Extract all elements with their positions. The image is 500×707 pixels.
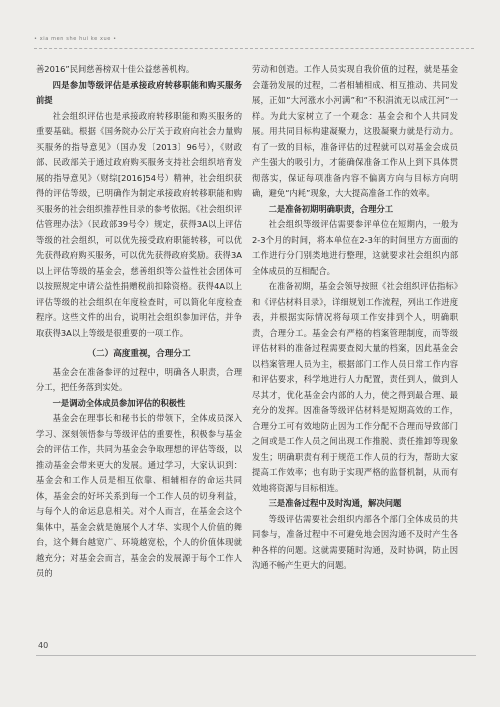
continued-paragraph: 劳动和创造。工作人员实现自我价值的过程，就是基金会蓬勃发展的过程，二者相辅相成、相互推动、共同发展，正如“大河涨水小河满”和“不积涓流无以成江河”一样。为此大家树立了一个观念：基金会和个人共同发展。用共同目标构建凝聚力，这股凝聚力就是行动力。有了一致的目标，准备评估的过程就可以对基金会成员产生强大的吸引力，才能确保准备工作从上到下具体贯彻落实，保证每项准备内容不偏离方向与目标方向明确，避免“内耗”现象，大大提高准备工作的效率。 <box>252 64 458 198</box>
section-heading: （二）高度重视，合理分工 <box>87 349 191 359</box>
paragraph: 基金会在理事长和秘书长的带领下，全体成员深入学习、深刻领悟参与等级评估的重要性，积极参与基金会的评估工作，共同为基金会争取理想的评估等级，以推动基金会带来更大的发展。通过学习，大家认识到：基金会和工作人员是相互依靠、相辅相存的命运共同体，基金会的好坏关系到每一个工作人员的切身利益，与每个人的命运息息相关。对个人而言，在基金会这个集体中，基金会就是施展个人才华、实现个人价值的舞台，这个舞台越宽广、环境越宽松，个人的价值体现就越充分；对基金会而言，基金会的发展源于每个工作人员的 <box>36 413 242 578</box>
left-column <box>36 62 242 622</box>
right-column <box>252 62 458 622</box>
footer-rule <box>36 655 476 656</box>
header-rule <box>34 48 474 49</box>
subheading: 二是准备初期明确职责，合理分工 <box>268 203 394 214</box>
paragraph: 等级评估需要社会组织内部各个部门全体成员的共同参与，准备过程中不可避免地会因沟通不及时产生各种各样的问题。这就需要随时沟通，及时协调，防止因沟通不畅产生更大的问题。 <box>252 513 458 570</box>
subheading: 三是准备过程中及时沟通，解决问题 <box>268 498 402 508</box>
paragraph: 社会组织评估也是承接政府转移职能和购买服务的重要基础。根据《国务院办公厅关于政府向社会力量购买服务的指导意见》（国办发〔2013〕96号），《财政部、民政部关于通过政府购买服务支持社会组织培育发展的指导意见》（财综[2016]54号）精神，社会组织获得的评估等级，已明确作为制定承接政府转移职能和购买服务的社会组织推荐性目录的参考依据。《社会组织评估管理办法》（民政部39号令）规定，获得3A以上评估等级的社会组织，可以优先接受政府职能转移，可以优先获得政府购买服务，可以优先获得政府奖励。获得3A以上评估等级的基金会，慈善组织等公益性社会团体可以按照规定申请公益性捐赠税前扣除资格。获得4A以上评估等级的社会组织在年度检查时，可以简化年度检查程序。这些文件的出台，说明社会组织参加评估，并争取获得3A以上等级是很重要的一项工作。 <box>36 110 242 338</box>
running-head-text: • xia men she hui ke xue • <box>34 36 117 42</box>
subheading: 四是参加等级评估是承接政府转移职能和购买服务前提 <box>36 79 242 105</box>
page-number: 40 <box>38 641 49 650</box>
running-header <box>34 36 474 50</box>
paragraph: 基金会在准备参评的过程中，明确各人职责，合理分工，把任务落到实处。 <box>36 366 242 392</box>
continued-paragraph: 善2016”民间慈善榜双十佳公益慈善机构。 <box>36 64 195 74</box>
subheading: 一是调动全体成员参加评估的积极性 <box>52 397 186 408</box>
paragraph: 在准备初期，基金会领导按照《社会组织评估指标》和《评估材料目录》，详细规划工作流程，列出工作进度表，并根据实际情况将每项工作安排到个人，明确职责，合理分工。基金会有严格的档案管理制度，而等级评估材料的准备过程需要查阅大量的档案，因此基金会以档案管理人员为主，根据部门工作人员日常工作内容和评估要求，科学地进行人力配置，责任到人，做到人尽其才，优化基金会内部的人力，使之得到最合理、最充分的发挥。因准备等级评估材料是短期高效的工作，合理分工可有效地防止因为工作分配不合理而导致部门之间或是工作人员之间出现工作推脱、责任推卸等现象发生；明确职责有利于规范工作人员的行为，帮助大家提高工作效率；也有助于实现严格的监督机制，从而有效地将资源与目标相连。 <box>252 281 458 493</box>
paragraph: 社会组织等级评估需要参评单位在短期内，一般为2-3个月的时间，将本单位在2-3年的时间里方方面面的工作进行分门别类地进行整理，这就要求社会组织内部全体成员的互相配合。 <box>252 219 458 276</box>
